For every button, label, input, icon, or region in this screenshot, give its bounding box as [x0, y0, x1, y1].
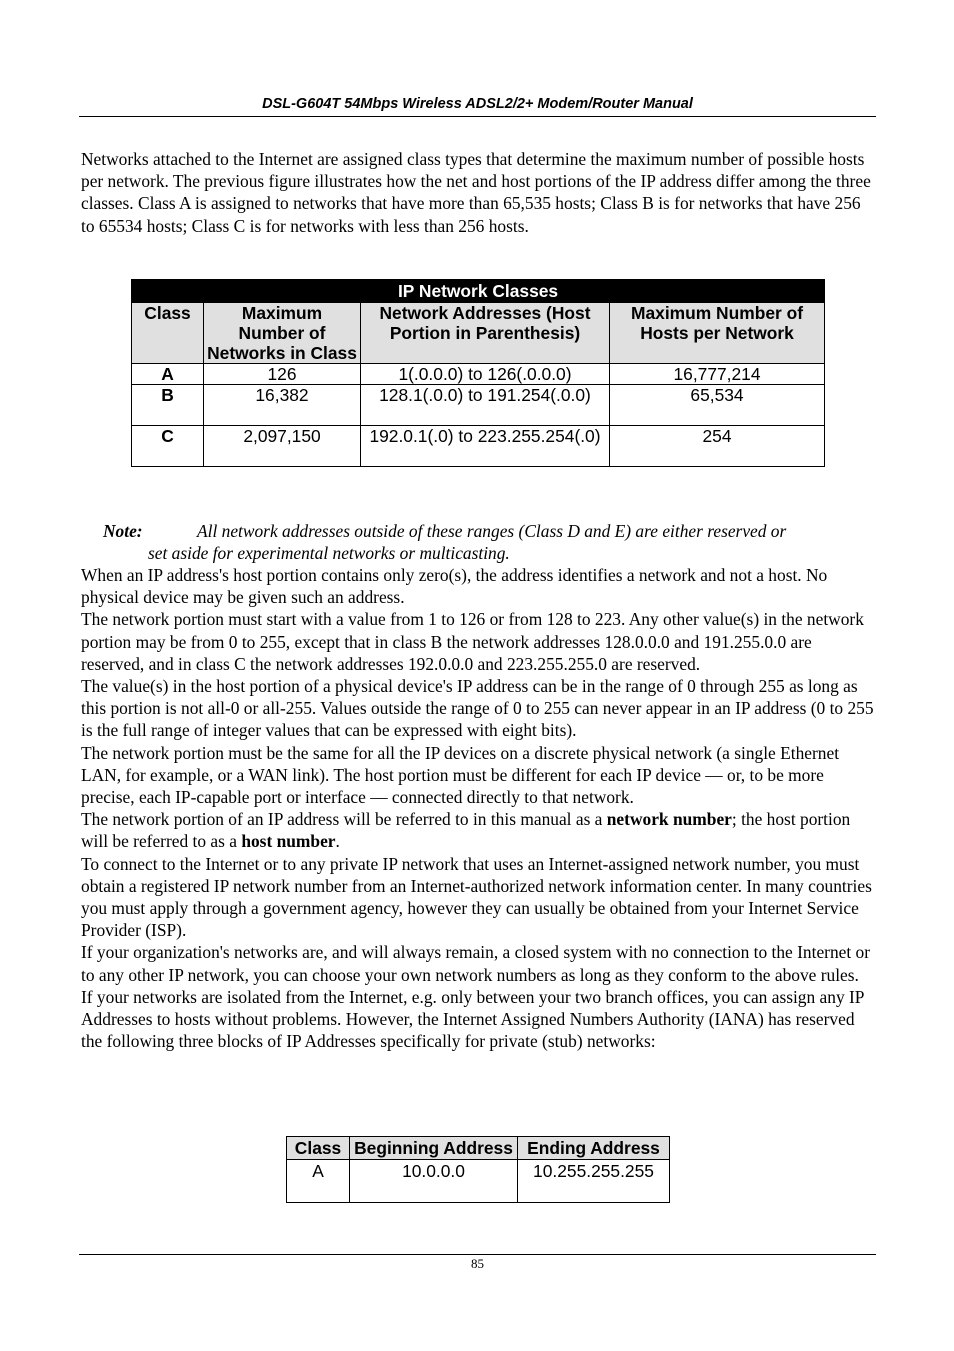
- paragraph-network-portion-same: The network portion must be the same for all the IP devices on a discrete physical network (a single Ethernet LAN, for example, or a WAN link). The host portion must be different for each IP device — or, to be more precise, each IP-capable port or interface — connected directly to that network.: [81, 742, 840, 808]
- term-network-number: network number: [606, 809, 732, 830]
- column-header-class: Class: [287, 1137, 350, 1160]
- cell-class: A: [132, 364, 204, 385]
- footer-rule: [79, 1254, 876, 1255]
- intro-paragraph: Networks attached to the Internet are assigned class types that determine the maximum number of possible hosts per network. The previous figure illustrates how the net and host portions of the IP address differ among the three classes. Class A is assigned to networks that have more than 65,535 hosts; Class B is for networks that have 256 to 65534 hosts; Class C is for networks with less than 256 hosts.: [81, 149, 871, 236]
- paragraph-closed-system: If your organization's networks are, and will always remain, a closed system with no connection to the Internet or to any other IP network, you can choose your own network numbers as long as they conform to the above rules.: [81, 942, 871, 985]
- ip-network-classes-table: [131, 279, 825, 467]
- table-title: IP Network Classes: [132, 280, 825, 303]
- header-rule: [79, 116, 876, 117]
- table-row: [132, 385, 825, 426]
- cell-max-hosts: 65,534: [610, 385, 825, 426]
- cell-network-addresses: 192.0.1(.0) to 223.255.254(.0): [361, 426, 610, 467]
- cell-max-hosts: 16,777,214: [610, 364, 825, 385]
- page-number: 85: [471, 1256, 484, 1271]
- page-header: DSL-G604T 54Mbps Wireless ADSL2/2+ Modem/Router Manual: [262, 96, 693, 112]
- paragraph-host-zero: When an IP address's host portion contains only zero(s), the address identifies a network and not a host. No physical device may be given such an address.: [81, 565, 828, 608]
- column-header-max-networks: Maximum Number of Networks in Class: [204, 303, 361, 364]
- body-text: [81, 564, 876, 1052]
- cell-max-hosts: 254: [610, 426, 825, 467]
- table-row: [287, 1160, 670, 1203]
- cell-max-networks: 126: [204, 364, 361, 385]
- private-address-table: [286, 1136, 670, 1203]
- cell-class: B: [132, 385, 204, 426]
- paragraph-registered-number: To connect to the Internet or to any private IP network that uses an Internet-assigned network number, you must obtain a registered IP network number from an Internet-authorized network information center. In many countries you must apply through a government agency, however they can usually be obtained from your Internet Service Provider (ISP).: [81, 853, 872, 941]
- cell-network-addresses: 1(.0.0.0) to 126(.0.0.0): [361, 364, 610, 385]
- paragraph-host-portion-range: The value(s) in the host portion of a physical device's IP address can be in the range of 0 through 255 as long as this portion is not all-0 or all-255. Values outside the range of 0 to 255 can never appear in an IP address (0 to 255 is the full range of integer values that can be expressed with eight bits).: [81, 676, 874, 741]
- cell-class: C: [132, 426, 204, 467]
- cell-class: A: [287, 1160, 350, 1203]
- paragraph-network-portion-range: The network portion must start with a value from 1 to 126 or from 128 to 223. Any other value(s) in the network portion may be from 0 to 255, except that in class B the network addresses 128.0.0.0 and 191.255.0.0 are reserved, and in class C the network addresses 192.0.0.0 and 223.255.255.0 are reserved.: [81, 609, 864, 674]
- table-row: [132, 364, 825, 385]
- column-header-max-hosts: Maximum Number of Hosts per Network: [610, 303, 825, 364]
- cell-beginning-address: 10.0.0.0: [350, 1160, 518, 1203]
- note-label: Note:: [103, 521, 143, 541]
- cell-max-networks: 16,382: [204, 385, 361, 426]
- term-host-number: host number: [241, 831, 336, 852]
- paragraph-network-number-definition: The network portion of an IP address will be referred to in this manual as a network number; the host portion will be referred to as a host number.: [81, 809, 851, 852]
- table-row: [132, 426, 825, 467]
- note-text-line1: All network addresses outside of these ranges (Class D and E) are either reserved or: [197, 521, 787, 541]
- note-text-line2: set aside for experimental networks or multicasting.: [148, 543, 510, 564]
- note-block: [103, 520, 873, 564]
- column-header-network-addresses: Network Addresses (Host Portion in Parenthesis): [361, 303, 610, 364]
- column-header-beginning-address: Beginning Address: [350, 1137, 518, 1160]
- cell-network-addresses: 128.1(.0.0) to 191.254(.0.0): [361, 385, 610, 426]
- column-header-ending-address: Ending Address: [518, 1137, 670, 1160]
- cell-max-networks: 2,097,150: [204, 426, 361, 467]
- column-header-class: Class: [132, 303, 204, 364]
- cell-ending-address: 10.255.255.255: [518, 1160, 670, 1203]
- paragraph-private-blocks: If your networks are isolated from the Internet, e.g. only between your two branch offices, you can assign any IP Addresses to hosts without problems. However, the Internet Assigned Numbers Authority (IANA) has reserved the following three blocks of IP Addresses specifically for private (stub) networks:: [81, 986, 864, 1052]
